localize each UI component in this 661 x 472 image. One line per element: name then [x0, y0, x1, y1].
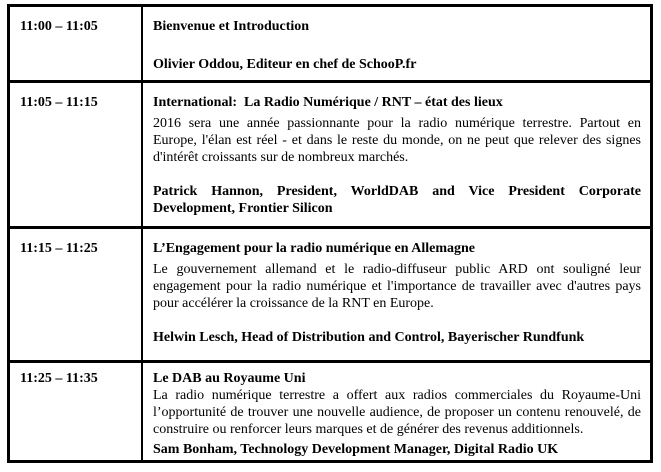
- time-range: 11:15 – 11:25: [20, 241, 98, 256]
- time-range: 11:05 – 11:15: [20, 95, 98, 110]
- schedule-row: [9, 82, 652, 228]
- time-range: 11:25 – 11:35: [20, 371, 98, 386]
- blank-line: [153, 166, 641, 183]
- time-cell: [9, 228, 143, 362]
- session-speaker: Olivier Oddou, Editeur en chef de SchooP.fr: [153, 57, 417, 72]
- session-title: L’Engagement pour la radio numérique en Allemagne: [153, 241, 476, 256]
- schedule-table: [7, 4, 653, 463]
- schedule-row: [9, 362, 652, 462]
- session-cell: [142, 228, 652, 362]
- session-description: La radio numérique terrestre a offert aux radios commerciales du Royaume-Uni l’opportunité de trouver une nouvelle audience, de proposer un contenu renouvelé, de construire ou renforcer leurs marques et de générer des revenus additionnels.: [153, 388, 641, 437]
- session-title: International: La Radio Numérique / RNT – état des lieux: [153, 95, 503, 110]
- session-title: Le DAB au Royaume Uni: [153, 371, 306, 386]
- schedule-row: [9, 6, 652, 82]
- time-cell: [9, 6, 143, 82]
- session-description: 2016 sera une année passionnante pour la radio numérique terrestre. Partout en Europe, l'élan est réel - et dans le reste du monde, on ne peut que relever des signes d'intérêt croissants sur de nombreux marchés.: [153, 116, 641, 165]
- session-cell: [142, 6, 652, 82]
- blank-line: [153, 39, 641, 56]
- session-cell: [142, 362, 652, 462]
- session-speaker: Sam Bonham, Technology Development Manager, Digital Radio UK: [153, 442, 559, 457]
- session-speaker: Helwin Lesch, Head of Distribution and Control, Bayerischer Rundfunk: [153, 330, 585, 345]
- session-cell: [142, 82, 652, 228]
- session-speaker: Patrick Hannon, President, WorldDAB and Vice President Corporate Development, Frontier Silicon: [153, 184, 641, 216]
- session-title: Bienvenue et Introduction: [153, 19, 310, 34]
- time-cell: [9, 82, 143, 228]
- time-range: 11:00 – 11:05: [20, 19, 98, 34]
- time-cell: [9, 362, 143, 462]
- session-description: Le gouvernement allemand et le radio-diffuseur public ARD ont souligné leur engagement pour la radio numérique et l'importance de travailler avec d'autres pays pour accélérer la croissance de la RNT en Europe.: [153, 262, 641, 311]
- schedule-row: [9, 228, 652, 362]
- blank-line: [153, 312, 641, 329]
